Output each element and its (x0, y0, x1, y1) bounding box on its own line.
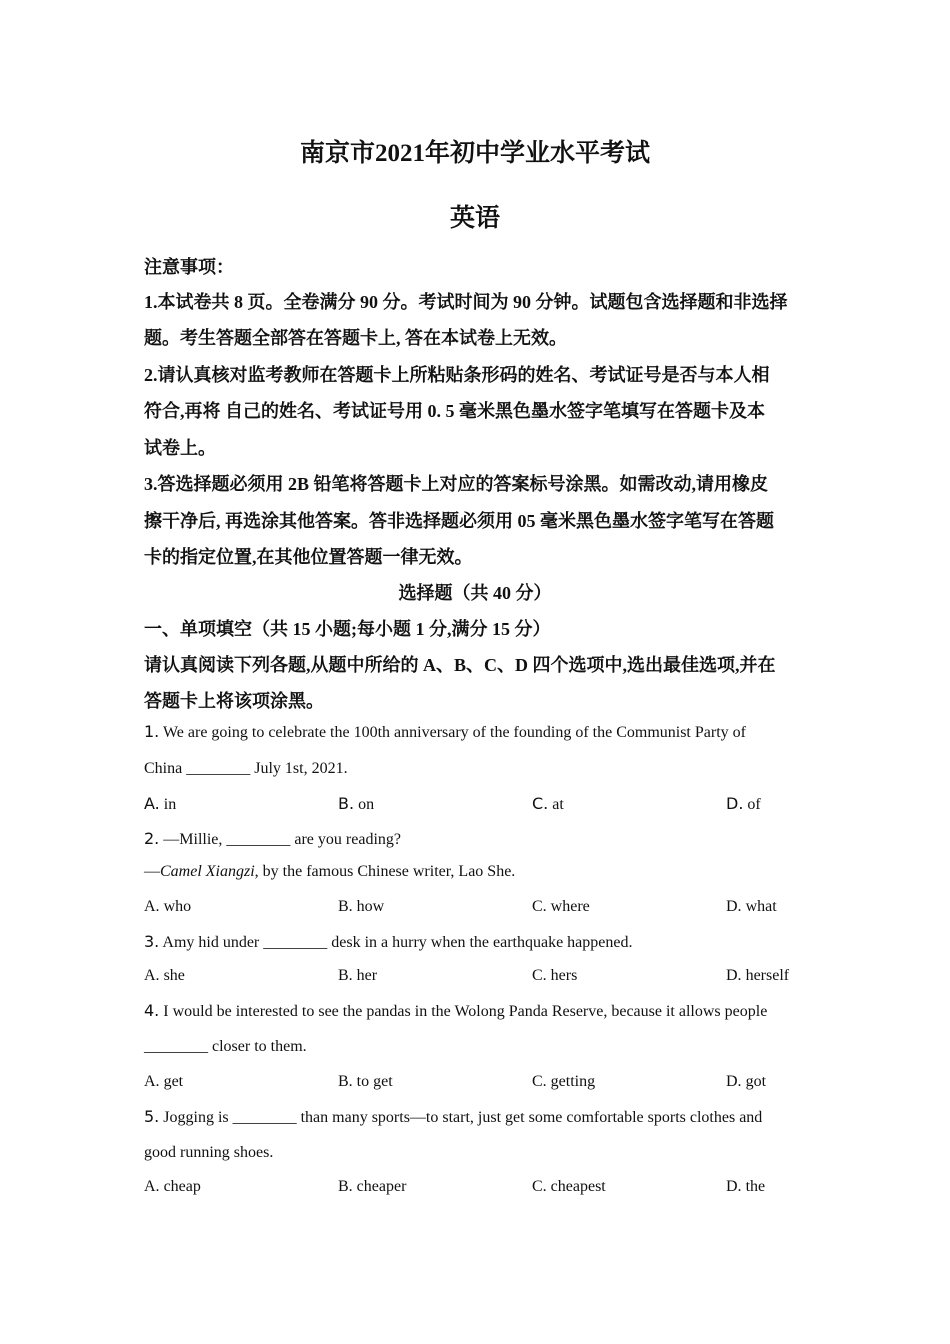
notice-line: 试卷上。 (144, 438, 216, 458)
subject-title: 英语 (449, 205, 500, 232)
option-c[interactable]: C. getting (532, 1073, 596, 1090)
option-c[interactable]: C. cheapest (532, 1178, 606, 1195)
notice-line: 3.答选择题必须用 2B 铅笔将答题卡上对应的答案标号涂黑。如需改动,请用橡皮 (144, 474, 769, 494)
option-c[interactable]: C. at (532, 794, 564, 813)
question-number: 2. (144, 829, 160, 848)
question-3-stem (144, 932, 808, 952)
question-4-stem (144, 1001, 808, 1021)
question-text-continued: good running shoes. (144, 1144, 274, 1161)
question-text: —Millie, ________ are you reading? (159, 831, 401, 848)
option-a[interactable]: A. cheap (144, 1178, 201, 1195)
notice-line: 1.本试卷共 8 页。全卷满分 90 分。考试时间为 90 分钟。试题包含选择题和非选择 (144, 292, 788, 312)
option-b[interactable]: B. her (338, 967, 378, 984)
question-2-answer-line: —Camel Xiangzi, by the famous Chinese writer, Lao She. (144, 863, 516, 880)
section-title: 选择题（共 40 分） (398, 583, 552, 603)
part-title: 一、单项填空（共 15 小题;每小题 1 分,满分 15 分） (144, 619, 551, 639)
option-d[interactable]: D. of (726, 794, 761, 813)
question-5-options (144, 1178, 808, 1200)
question-2-stem (144, 829, 808, 849)
question-text: Jogging is ________ than many sports—to start, just get some comfortable sports clothes and (159, 1109, 763, 1126)
question-number: 5. (144, 1107, 160, 1126)
option-b[interactable]: B. how (338, 898, 385, 915)
instruction-line: 请认真阅读下列各题,从题中所给的 A、B、C、D 四个选项中,选出最佳选项,并在 (144, 655, 776, 675)
question-4-options (144, 1073, 808, 1095)
question-1-options (144, 794, 808, 816)
notice-line: 题。考生答题全部答在答题卡上, 答在本试卷上无效。 (144, 328, 567, 348)
question-text: I would be interested to see the pandas in the Wolong Panda Reserve, because it allows people (159, 1003, 768, 1020)
question-text: Amy hid under ________ desk in a hurry when the earthquake happened. (159, 934, 633, 951)
question-text: We are going to celebrate the 100th anniversary of the founding of the Communist Party of (159, 724, 746, 741)
notice-line: 卡的指定位置,在其他位置答题一律无效。 (144, 547, 473, 567)
option-b[interactable]: B. on (338, 794, 375, 813)
option-c[interactable]: C. where (532, 898, 590, 915)
question-number: 3. (144, 932, 160, 951)
option-a[interactable]: A. in (144, 794, 177, 813)
option-b[interactable]: B. to get (338, 1073, 393, 1090)
question-number: 1. (144, 722, 160, 741)
exam-title: 南京市2021年初中学业水平考试 (299, 140, 650, 167)
option-d[interactable]: D. what (726, 898, 777, 915)
book-title: Camel Xiangzi (160, 863, 255, 880)
notice-heading: 注意事项： (144, 257, 234, 277)
option-a[interactable]: A. she (144, 967, 185, 984)
notice-line: 符合,再将 自己的姓名、考试证号用 0. 5 毫米黑色墨水签字笔填写在答题卡及本 (144, 401, 765, 421)
instruction-line: 答题卡上将该项涂黑。 (144, 691, 324, 711)
option-a[interactable]: A. get (144, 1073, 184, 1090)
question-1-stem (144, 722, 808, 742)
question-5-stem (144, 1107, 808, 1127)
question-2-options (144, 898, 808, 920)
question-text-continued: ________ closer to them. (144, 1038, 307, 1055)
option-d[interactable]: D. herself (726, 967, 790, 984)
option-b[interactable]: B. cheaper (338, 1178, 407, 1195)
option-a[interactable]: A. who (144, 898, 192, 915)
question-text-continued: China ________ July 1st, 2021. (144, 760, 348, 777)
question-3-options (144, 967, 808, 989)
option-d[interactable]: D. got (726, 1073, 767, 1090)
question-number: 4. (144, 1001, 160, 1020)
option-d[interactable]: D. the (726, 1178, 766, 1195)
notice-line: 擦干净后, 再选涂其他答案。答非选择题必须用 05 毫米黑色墨水签字笔写在答题 (144, 511, 774, 531)
option-c[interactable]: C. hers (532, 967, 578, 984)
notice-line: 2.请认真核对监考教师在答题卡上所粘贴条形码的姓名、考试证号是否与本人相 (144, 365, 770, 385)
